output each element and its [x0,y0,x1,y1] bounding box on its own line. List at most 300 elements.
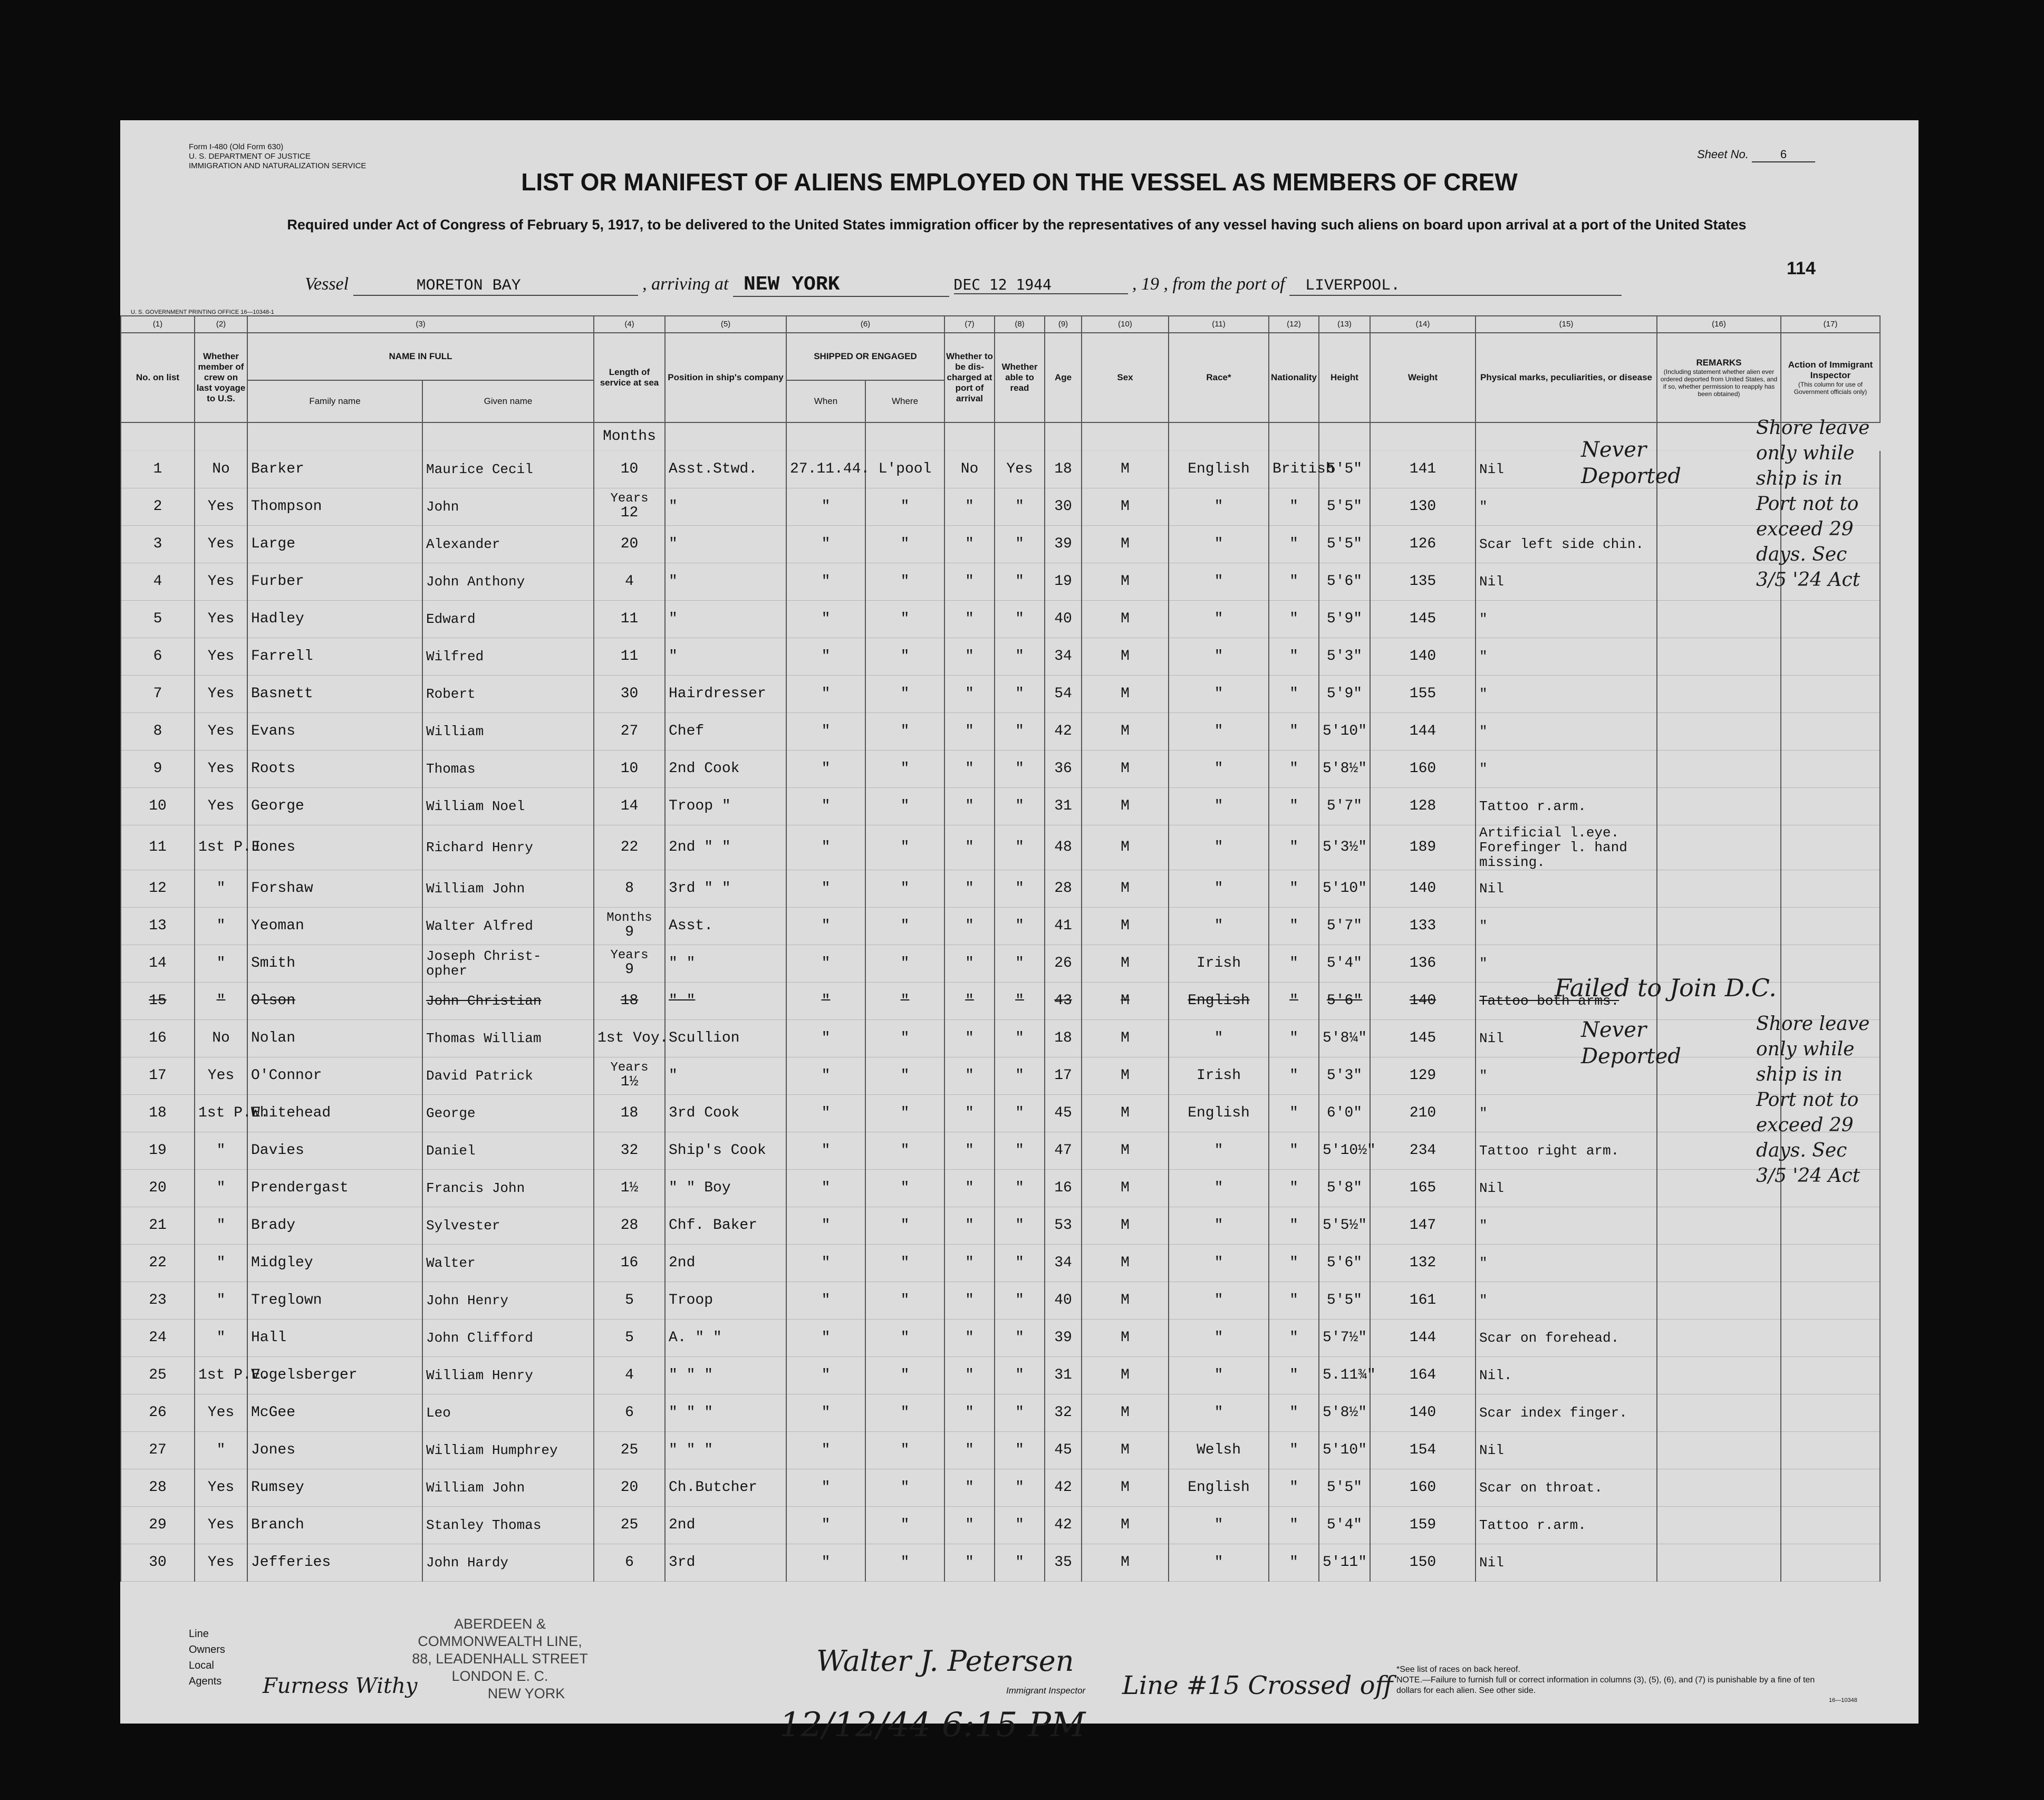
action-cell [1781,1394,1880,1432]
length-of-service-cell [594,908,665,945]
weight-cell [1370,713,1476,750]
physical-marks: " [1479,1255,1488,1271]
nationality-cell [1269,526,1319,563]
family-name: Rumsey [251,1479,304,1496]
height: 5'4" [1326,1517,1363,1533]
position-cell [665,1207,786,1245]
sex-cell [1082,713,1169,750]
shipped-where: " [900,880,910,897]
row-number-cell [121,870,195,908]
age: 19 [1054,573,1072,590]
age-cell [1045,451,1082,488]
weight-cell [1370,1469,1476,1507]
age: 41 [1054,918,1072,934]
discharged-cell [944,1207,995,1245]
physical-marks: " [1479,918,1488,934]
weight: 144 [1409,1330,1436,1346]
race: " [1214,498,1223,515]
colnum: (11) [1169,316,1269,333]
race: English [1188,1105,1250,1121]
physical-marks-cell [1476,1320,1657,1357]
family-name-cell [247,1320,422,1357]
given-name-cell [422,1170,594,1207]
sex-cell [1082,1095,1169,1132]
row-number-cell [121,908,195,945]
table-row [121,563,1880,601]
family-name: Smith [251,955,296,971]
stamp-line: LONDON E. C. [451,1668,548,1684]
height-cell [1319,788,1370,825]
discharged: " [965,1217,974,1234]
row-number-cell [121,563,195,601]
crew-member-status: " [216,1142,226,1159]
colnum: (8) [995,316,1045,333]
age-cell [1045,825,1082,870]
sex-cell [1082,676,1169,713]
shipped-where-cell [865,1320,944,1357]
height-cell [1319,601,1370,638]
row-number-cell [121,1432,195,1469]
table-row [121,908,1880,945]
discharged-cell [944,638,995,676]
sex-cell [1082,1170,1169,1207]
shipped-when-cell [786,908,865,945]
shipped-when-cell [786,601,865,638]
given-name: William Noel [426,798,525,814]
shipped-where-cell [865,1469,944,1507]
able-to-read-cell [995,1095,1045,1132]
physical-marks: Tattoo right arm. [1479,1143,1619,1159]
age-cell [1045,1432,1082,1469]
race-cell [1169,488,1269,526]
sex: M [1121,611,1130,627]
shipped-when-cell [786,713,865,750]
owners-label: Owners [189,1644,225,1655]
row-number: 25 [149,1367,167,1383]
crew-member-status-cell [195,1170,247,1207]
table-row [121,1282,1880,1320]
height: 5'3" [1326,1067,1363,1084]
sex: M [1121,955,1130,971]
position: " " " [669,1442,714,1458]
race-cell [1169,1170,1269,1207]
colnum: (7) [944,316,995,333]
crew-member-status-cell [195,750,247,788]
nationality: " [1289,1330,1298,1346]
sex: M [1121,839,1130,855]
table-row [121,1357,1880,1394]
race-cell [1169,1095,1269,1132]
family-name: Evans [251,723,296,739]
shipped-where-cell [865,1132,944,1170]
shipped-where-cell [865,676,944,713]
given-name-cell [422,526,594,563]
row-number-cell [121,1057,195,1095]
position-cell [665,526,786,563]
position: Ship's Cook [669,1142,766,1159]
shipped-when: " [821,498,831,515]
discharged-cell [944,451,995,488]
shipped-when-cell [786,945,865,983]
shipped-where-cell [865,488,944,526]
action-title: Action of Immigrant Inspector [1788,360,1873,380]
able-to-read-cell [995,983,1045,1020]
weight-cell [1370,1357,1476,1394]
weight-cell [1370,908,1476,945]
race: " [1214,880,1223,897]
family-name-cell [247,526,422,563]
physical-marks: " [1479,1293,1488,1308]
able-to-read: " [1015,536,1024,552]
crew-member-status-cell [195,1507,247,1544]
nationality: " [1289,1554,1298,1571]
race-cell [1169,563,1269,601]
length-of-service: 5 [625,1330,634,1346]
able-to-read-cell [995,1544,1045,1582]
able-to-read-cell [995,1469,1045,1507]
nationality-cell [1269,601,1319,638]
row-number: 3 [153,536,162,552]
physical-marks: Nil [1479,461,1504,477]
given-name: Edward [426,611,476,627]
nationality-cell [1269,983,1319,1020]
family-name-cell [247,676,422,713]
race-cell [1169,1432,1269,1469]
weight: 126 [1409,536,1436,552]
length-of-service: 11 [620,611,639,627]
row-number-cell [121,713,195,750]
race-cell [1169,1544,1269,1582]
crew-member-status-cell [195,601,247,638]
height-cell [1319,750,1370,788]
header-nationality: Nationality [1269,333,1319,422]
unit-label: Years [610,948,649,962]
shipped-where: " [900,993,910,1009]
given-name-cell [422,870,594,908]
physical-marks-cell [1476,1357,1657,1394]
height-cell [1319,563,1370,601]
nationality-cell [1269,638,1319,676]
position-cell [665,788,786,825]
length-of-service: 18 [620,993,639,1009]
position: " " [669,955,696,971]
weight-cell [1370,1095,1476,1132]
age-cell [1045,908,1082,945]
physical-marks: " [1479,649,1488,665]
header-age: Age [1045,333,1082,422]
row-number: 20 [149,1180,167,1196]
sex-cell [1082,1057,1169,1095]
remarks-cell [1657,1357,1781,1394]
length-of-service: 14 [620,798,639,814]
given-name: Thomas [426,761,476,777]
nationality-cell [1269,563,1319,601]
nationality-cell [1269,1282,1319,1320]
crew-member-status: Yes [207,573,235,590]
discharged-cell [944,1132,995,1170]
family-name: Thompson [251,498,322,515]
sex: M [1121,1255,1130,1271]
height: 5'8" [1326,1180,1363,1196]
discharged: " [965,1367,974,1383]
nationality: " [1289,573,1298,590]
sheet-number-label: Sheet No. [1697,148,1749,161]
failed-to-join-note: Failed to Join D.C. [1555,974,1777,1002]
crew-member-status-cell [195,526,247,563]
shipped-where: " [900,955,910,971]
shipped-when-cell [786,870,865,908]
age-cell [1045,945,1082,983]
able-to-read: " [1015,1142,1024,1159]
colnum: (4) [594,316,665,333]
shipped-when-cell [786,1394,865,1432]
note-penalty: NOTE.—Failure to furnish full or correct information in columns (3), (5), (6), and (7) is punishable by a fine of ten dollars for each alien. See other side. [1396,1676,1815,1695]
race: Irish [1196,955,1241,971]
given-name: Alexander [426,536,500,552]
given-name-cell [422,1020,594,1057]
crew-member-status: " [216,1217,226,1234]
discharged: " [965,686,974,702]
row-number-cell [121,1282,195,1320]
weight: 159 [1409,1517,1436,1533]
able-to-read-cell [995,1282,1045,1320]
weight-cell [1370,1507,1476,1544]
row-number: 2 [153,498,162,515]
physical-marks-cell [1476,676,1657,713]
crew-member-status-cell [195,945,247,983]
shipped-where-cell [865,713,944,750]
position: Chef [669,723,705,739]
discharged: " [965,798,974,814]
shipped-where: " [900,798,910,814]
length-of-service: 6 [625,1404,634,1421]
remarks-cell [1657,788,1781,825]
age: 18 [1054,461,1072,477]
unit-label: Years [610,492,649,506]
weight: 135 [1409,573,1436,590]
page-number: 114 [1787,258,1816,278]
length-of-service: 20 [620,536,639,552]
length-of-service: 9 [625,961,634,978]
sex-cell [1082,488,1169,526]
family-name-cell [247,908,422,945]
physical-marks: Scar on forehead. [1479,1330,1619,1346]
agents-label: Local Agents [189,1660,222,1687]
discharged: " [965,1105,974,1121]
weight: 165 [1409,1180,1436,1196]
crew-member-status-cell [195,983,247,1020]
shipped-where-cell [865,1095,944,1132]
crew-member-status: Yes [207,686,235,702]
row-number: 16 [149,1030,167,1046]
given-name-cell [422,638,594,676]
height: 5'8½" [1323,761,1367,777]
discharged: " [965,1442,974,1458]
sex-cell [1082,526,1169,563]
length-of-service-cell [594,1057,665,1095]
action-note: (This column for use of Government officials only) [1794,381,1867,396]
able-to-read: " [1015,1292,1024,1308]
position-cell [665,1282,786,1320]
line-label: Line [189,1628,209,1640]
length-of-service-cell [594,945,665,983]
able-to-read-cell [995,638,1045,676]
race: " [1214,1404,1223,1421]
shipped-when-cell [786,676,865,713]
row-number: 19 [149,1142,167,1159]
remarks-cell [1657,1469,1781,1507]
table-row [121,638,1880,676]
weight-cell [1370,488,1476,526]
nationality: " [1289,798,1298,814]
length-of-service-cell [594,1132,665,1170]
shipped-when: 27.11.44. [790,461,870,477]
crew-member-status: Yes [207,1479,235,1496]
position-cell [665,451,786,488]
crew-member-status-cell [195,1469,247,1507]
shipped-when-cell [786,1057,865,1095]
colnum: (1) [121,316,195,333]
nationality: " [1289,611,1298,627]
physical-marks: " [1479,1105,1488,1121]
length-of-service-cell [594,1207,665,1245]
shipped-where-cell [865,1170,944,1207]
sex-cell [1082,1020,1169,1057]
crew-member-status-cell [195,1095,269,1132]
weight-cell [1370,1320,1476,1357]
position: Ch.Butcher [669,1479,758,1496]
shipped-when-cell [786,1357,865,1394]
given-name: William John [426,1480,525,1496]
discharged: " [965,573,974,590]
race-cell [1169,1057,1269,1095]
weight: 234 [1409,1142,1436,1159]
crew-member-status: " [216,1180,226,1196]
table-row [121,601,1880,638]
race: English [1188,993,1250,1009]
position: " " " [669,1367,714,1383]
age-cell [1045,1320,1082,1357]
discharged-cell [944,1170,995,1207]
able-to-read: " [1015,1330,1024,1346]
height-cell [1319,713,1370,750]
crew-member-status: Yes [207,761,235,777]
nationality-cell [1269,713,1319,750]
family-name-cell [247,638,422,676]
remarks-cell [1657,676,1781,713]
weight-cell [1370,638,1476,676]
height-cell [1319,1170,1370,1207]
given-name-cell [422,563,594,601]
able-to-read: " [1015,611,1024,627]
race: " [1214,1180,1223,1196]
able-to-read-cell [995,825,1045,870]
form-id-line: U. S. DEPARTMENT OF JUSTICE [189,152,311,161]
physical-marks: Scar index finger. [1479,1405,1627,1421]
sex: M [1121,686,1130,702]
row-number-cell [121,488,195,526]
height: 5'5" [1326,461,1363,477]
position: 3rd " " [669,880,731,897]
position: 2nd Cook [669,761,740,777]
given-name-cell [422,825,594,870]
height: 5'9" [1326,611,1363,627]
row-number-cell [121,1095,195,1132]
discharged-cell [944,1320,995,1357]
able-to-read: " [1015,723,1024,739]
nationality-cell [1269,1544,1319,1582]
shipped-where-cell [865,908,944,945]
weight: 140 [1409,1404,1436,1421]
age: 39 [1054,536,1072,552]
given-name-cell [422,1469,594,1507]
given-name: Thomas William [426,1031,542,1046]
row-number: 21 [149,1217,167,1234]
nationality-cell [1269,825,1319,870]
physical-marks: " [1479,724,1488,739]
shipped-where: " [900,1142,910,1159]
sex-cell [1082,1544,1169,1582]
age-cell [1045,788,1082,825]
age: 28 [1054,880,1072,897]
shipped-when: " [821,839,831,855]
nationality: " [1289,761,1298,777]
weight: 164 [1409,1367,1436,1383]
height-cell [1319,488,1370,526]
age-cell [1045,1544,1082,1582]
remarks-cell [1657,908,1781,945]
age-cell [1045,488,1082,526]
shipped-when-cell [786,1170,865,1207]
weight: 133 [1409,918,1436,934]
discharged: " [965,839,974,855]
shipped-where: " [900,648,910,665]
able-to-read: " [1015,686,1024,702]
given-name-cell [422,1282,594,1320]
family-name: Olson [251,993,296,1009]
row-number-cell [121,526,195,563]
height: 5.11¾" [1323,1367,1376,1383]
height-cell [1319,1057,1370,1095]
race: " [1214,918,1223,934]
length-of-service: 1½ [620,1180,639,1196]
physical-marks: Tattoo both arms. [1479,993,1619,1009]
nationality: " [1289,1404,1298,1421]
age: 26 [1054,955,1072,971]
table-row [121,1170,1880,1207]
nationality: " [1289,1517,1298,1533]
shipped-when: " [821,761,831,777]
crew-member-status: " [216,993,226,1009]
discharged: " [965,1479,974,1496]
colnum: (15) [1476,316,1657,333]
table-row [121,788,1880,825]
able-to-read-cell [995,1507,1045,1544]
able-to-read: " [1015,1030,1024,1046]
shipped-where-cell [865,1057,944,1095]
weight-cell [1370,1394,1476,1432]
discharged-cell [944,1394,995,1432]
discharged: " [965,1554,974,1571]
sex: M [1121,723,1130,739]
shipped-when: " [821,1479,831,1496]
row-number-cell [121,1207,195,1245]
race: " [1214,1517,1223,1533]
race: " [1214,1367,1223,1383]
row-number: 26 [149,1404,167,1421]
physical-marks: Nil [1479,1180,1504,1196]
shipped-when: " [821,536,831,552]
